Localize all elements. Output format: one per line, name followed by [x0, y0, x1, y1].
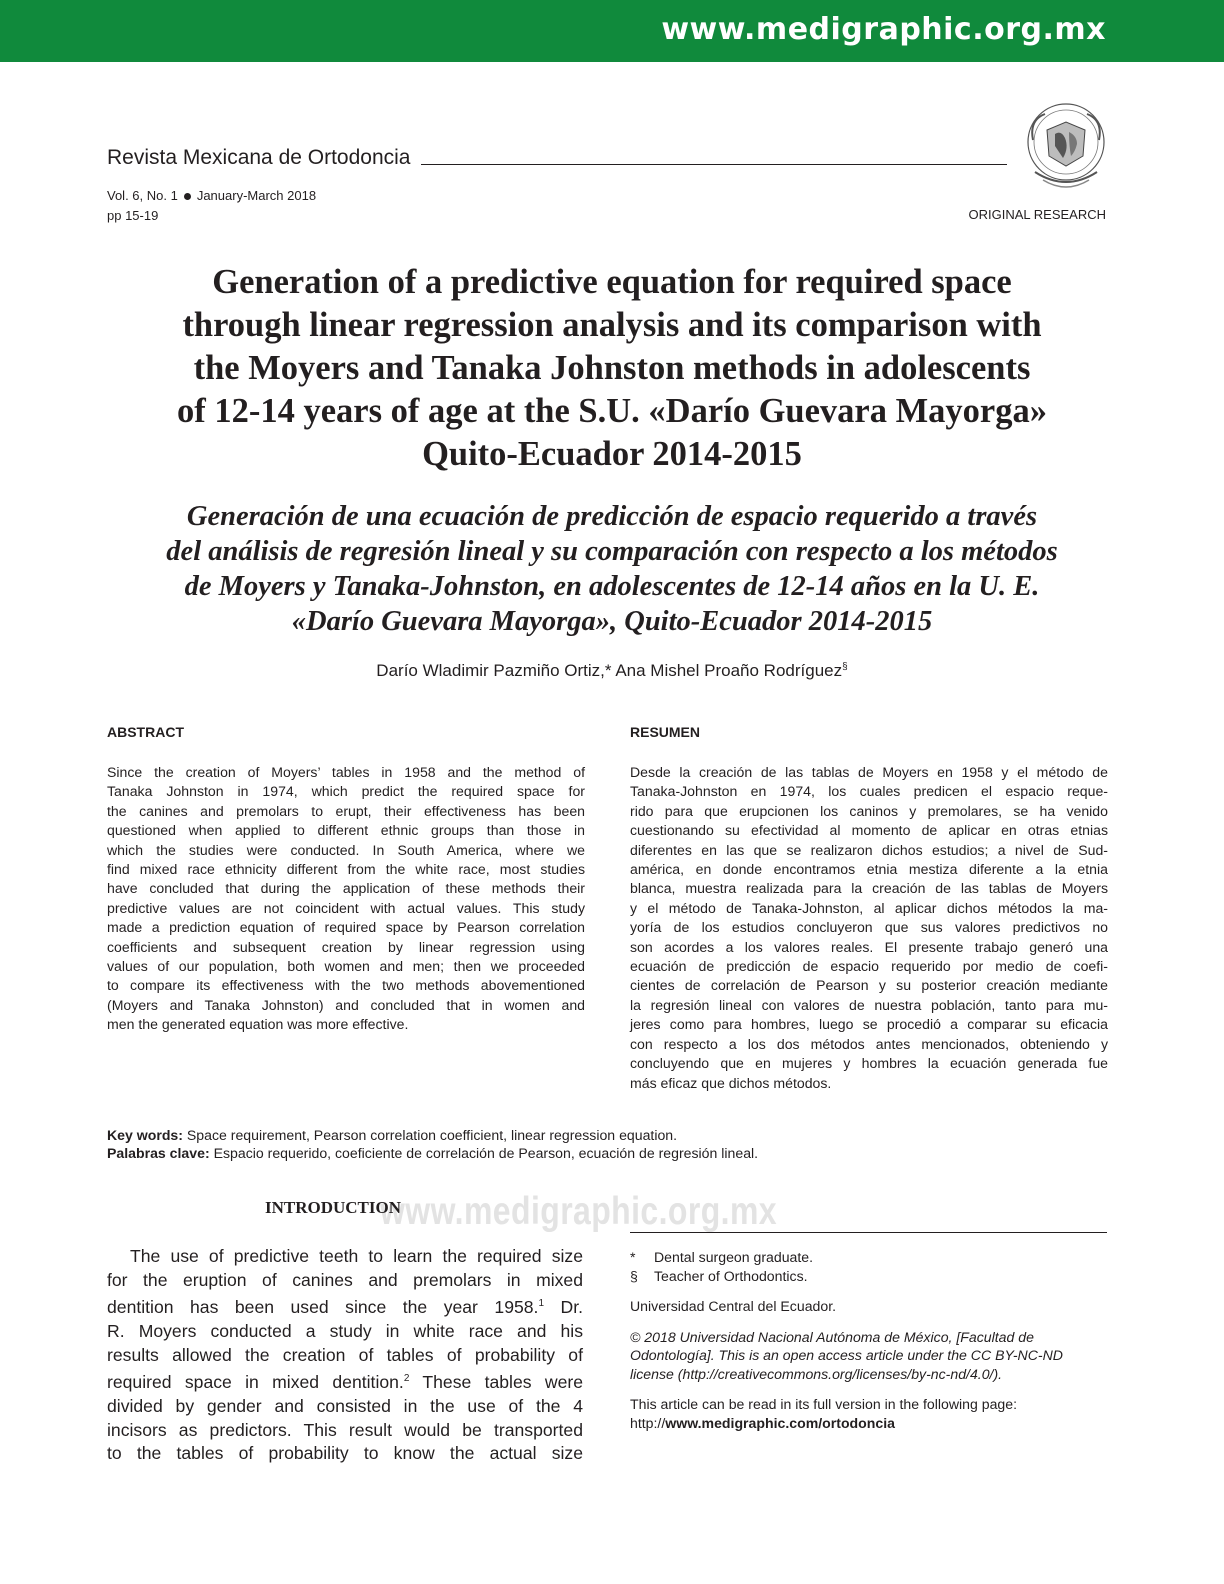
- text-line: rido para que erupcionen los caninos y premolares, se ha venido: [630, 802, 1108, 819]
- title-line: the Moyers and Tanaka Johnston methods in adolescents: [193, 349, 1031, 387]
- author-1-mark: *: [604, 661, 612, 680]
- text-line: cuestionando su efectividad al momento de aplicar en otras etnias: [630, 822, 1108, 839]
- text-line: to the tables of probability to know the actual size: [107, 1443, 583, 1464]
- text-line: Since the creation of Moyers’ tables in 1958 and the method of: [107, 764, 585, 780]
- text-line: blanca, muestra realizada para la creación de las tablas de Moyers: [630, 880, 1108, 897]
- issue-meta: [107, 186, 316, 226]
- volume: Vol. 6, No. 1: [107, 188, 178, 203]
- text-line: for the eruption of canines and premolars in mixed: [107, 1269, 583, 1290]
- fulltext-prefix: This article can be read in its full version in the following page:: [630, 1396, 1018, 1412]
- text-line: la regresión lineal con valores de nuestra población, tanto para mu-: [630, 996, 1108, 1013]
- text-line: made a prediction equation of required space by Pearson correlation: [107, 919, 585, 936]
- resumen-heading: RESUMEN: [630, 724, 701, 740]
- subtitle-line: Generación de una ecuación de predicción de espacio requerido a través: [186, 501, 1038, 532]
- journal-rule: [421, 164, 1008, 165]
- text-line: más eficaz que dichos métodos.: [630, 1074, 832, 1091]
- journal-name: [107, 146, 1007, 170]
- text-line: questioned when applied to different ethnic groups than those in: [107, 822, 585, 839]
- text-line: Desde la creación de las tablas de Moyers en 1958 y el método de: [630, 764, 1108, 780]
- text-line: y el método de Tanaka-Johnston, al aplicar dichos métodos la ma-: [630, 899, 1108, 916]
- bullet-icon: [184, 193, 191, 200]
- text-line: Tanaka Johnston in 1974, which predict the required space for: [107, 783, 585, 800]
- fulltext-notice: [630, 1395, 1107, 1432]
- text-line: which the studies were conducted. In South America, where we: [107, 841, 585, 858]
- text-line: men the generated equation was more effective.: [107, 1016, 409, 1033]
- text-line: son acordes a los valores reales. El presente trabajo generó una: [630, 938, 1108, 955]
- author-1: Darío Wladimir Pazmiño Ortiz,: [376, 661, 605, 680]
- keywords-es-label: Palabras clave:: [107, 1145, 210, 1161]
- text-line: jeres como para hombres, luego se procedió a comparar su eficacia: [630, 1016, 1108, 1033]
- article-title: [100, 261, 1124, 476]
- text-line: find mixed race ethnicity different from the white race, most studies: [107, 861, 585, 878]
- introduction-heading: INTRODUCTION: [265, 1198, 402, 1217]
- footnote-text: Teacher of Orthodontics.: [654, 1267, 808, 1284]
- subtitle-line: de Moyers y Tanaka-Johnston, en adolescentes de 12-14 años en la U. E.: [184, 571, 1040, 602]
- text-line: cientes de correlación de Pearson y su posterior creación mediante: [630, 977, 1108, 994]
- citation-ref[interactable]: 1: [538, 1298, 545, 1310]
- citation-ref[interactable]: 2: [403, 1373, 410, 1385]
- article-subtitle: [100, 499, 1124, 639]
- text-line: values of our population, both women and men; then we proceeded: [107, 958, 585, 975]
- keywords-block: [107, 1126, 1107, 1162]
- introduction-body: [107, 1245, 583, 1466]
- footnote-text: Dental surgeon graduate.: [654, 1249, 814, 1265]
- issue-date: January-March 2018: [196, 188, 317, 203]
- text-line: ecuación de predicción de espacio requerido por medio de coefi-: [630, 958, 1108, 975]
- subtitle-line: «Darío Guevara Mayorga», Quito-Ecuador 2014-2015: [291, 606, 933, 637]
- footnote-mark: §: [630, 1267, 638, 1284]
- text-line: R. Moyers conducted a study in white race and his: [107, 1320, 583, 1341]
- text-line: américa, en donde encontramos etnia mestiza diferente a la etnia: [630, 861, 1108, 878]
- text-line: concluyendo que en mujeres y hombres la ecuación generada fue: [630, 1055, 1108, 1072]
- keywords-en: Space requirement, Pearson correlation coefficient, linear regression equation.: [182, 1127, 678, 1143]
- text-line: con respecto a los dos métodos antes mencionados, obteniendo y: [630, 1035, 1108, 1052]
- text-line: to compare its effectiveness with the two methods abovementioned: [107, 977, 585, 994]
- text-line: The use of predictive teeth to learn the required size: [130, 1246, 583, 1266]
- footnote-mark: *: [630, 1249, 636, 1265]
- text-line: incisors as predictors. This result would be transported: [107, 1419, 583, 1440]
- footnotes: [630, 1248, 1107, 1432]
- text-line: required space in mixed dentition.$^2$ These tables were: [107, 1372, 583, 1393]
- text-line: yoría de los estudios concluyeron que sus valores predictivos no: [630, 919, 1108, 936]
- text-line: predictive values are not coincident with actual values. This study: [107, 899, 585, 916]
- page-range: pp 15-19: [107, 208, 159, 223]
- abstract-body: [107, 763, 585, 1035]
- text-line: (Moyers and Tanaka Johnston) and concluded that in women and: [107, 996, 585, 1013]
- footnote-rule: [630, 1232, 1107, 1233]
- title-line: through linear regression analysis and its comparison with: [182, 306, 1042, 344]
- text-line: diferentes en las que se realizaron dichos estudios; a nivel de Sud-: [630, 841, 1108, 858]
- article-type: ORIGINAL RESEARCH: [968, 207, 1106, 222]
- keywords-es: Espacio requerido, coeficiente de correlación de Pearson, ecuación de regresión lineal.: [209, 1145, 759, 1161]
- fulltext-link[interactable]: www.medigraphic.com/ortodoncia: [665, 1414, 895, 1431]
- top-banner: [0, 0, 1224, 62]
- author-2: Ana Mishel Proaño Rodríguez: [611, 661, 843, 680]
- text-line: results allowed the creation of tables of probability of: [107, 1344, 583, 1365]
- subtitle-line: del análisis de regresión lineal y su comparación con respecto a los métodos: [166, 536, 1058, 567]
- license-notice: © 2018 Universidad Nacional Autónoma de México, [Facultad de Odontología]. This is an open access article under the CC BY-NC-ND license (http://creativecommons.org/licenses/by-nc-nd/4.0/).: [630, 1328, 1063, 1382]
- banner-url-link[interactable]: www.medigraphic.org.mx: [661, 12, 1106, 47]
- unam-seal-icon: [1025, 100, 1107, 194]
- text-line: Tanaka-Johnston en 1974, los cuales predicen el espacio reque-: [630, 783, 1108, 800]
- fulltext-http: http://: [630, 1414, 666, 1431]
- author-2-mark: §: [842, 661, 848, 673]
- watermark: www.medigraphic.org.mx: [380, 1190, 778, 1233]
- text-line: the canines and premolars to erupt, their effectiveness has been: [107, 802, 585, 819]
- text-line: coefficients and subsequent creation by linear regression using: [107, 938, 585, 955]
- keywords-en-label: Key words:: [107, 1127, 183, 1143]
- text-line: divided by gender and consisted in the use of the 4: [107, 1395, 583, 1416]
- resumen-body: [630, 763, 1108, 1093]
- affiliation: Universidad Central del Ecuador.: [630, 1298, 837, 1314]
- text-line: have concluded that during the application of these methods their: [107, 880, 585, 897]
- title-line: of 12-14 years of age at the S.U. «Darío Guevara Mayorga»: [177, 392, 1047, 430]
- author-list: [100, 661, 1124, 681]
- text-line: dentition has been used since the year 1958.$^1$ Dr.: [107, 1297, 583, 1318]
- journal-title: Revista Mexicana de Ortodoncia: [107, 146, 411, 169]
- title-line: Quito-Ecuador 2014-2015: [422, 435, 802, 473]
- title-line: Generation of a predictive equation for required space: [212, 263, 1012, 301]
- abstract-heading: ABSTRACT: [107, 724, 184, 740]
